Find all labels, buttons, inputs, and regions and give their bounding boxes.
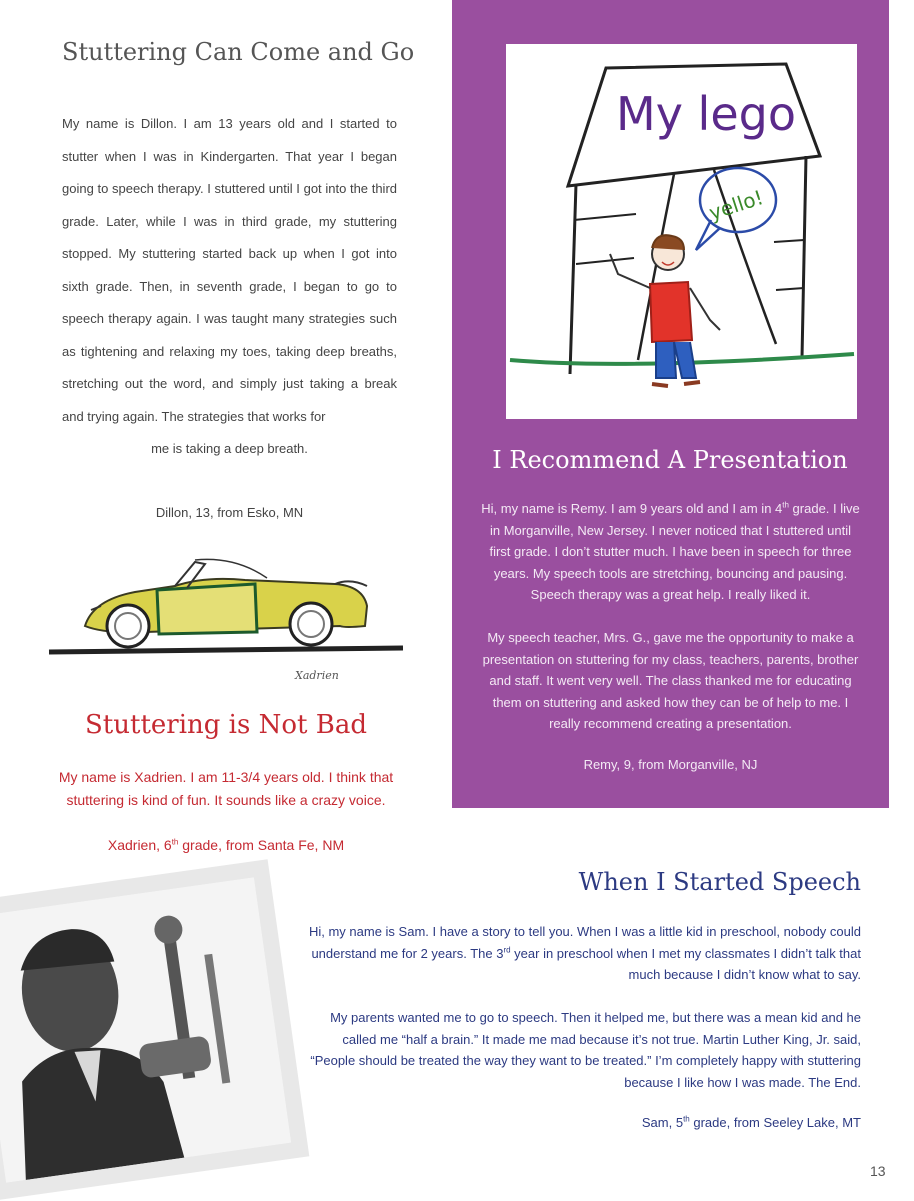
xadrien-story-body: My name is Xadrien. I am 11-3/4 years old. I think that stuttering is kind of fun. It sounds like a crazy voice. <box>58 769 394 808</box>
remy-p1-start: Hi, my name is Remy. I am 9 years old and I am in 4 <box>481 501 783 516</box>
house-drawing <box>506 44 857 419</box>
car-drawing <box>45 548 410 693</box>
sam-signature-place: grade, from Seeley Lake, MT <box>689 1115 861 1130</box>
dillon-story-title: Stuttering Can Come and Go <box>62 38 415 66</box>
page-number: 13 <box>870 1163 886 1179</box>
house-sign-text: My lego <box>616 87 796 141</box>
sam-signature-ordinal: th <box>683 1114 690 1124</box>
remy-p1-rest: grade. I live in Morganville, New Jersey. I never noticed that I stuttered until first grade. I don’t stutter much. I have been in speech for three years. My speech tools are stretching, bouncing and pausing. Speech therapy was a great help. I really liked it. <box>489 501 860 602</box>
sam-p1-start: Hi, my name is Sam. I have a story to tell you. When I was a little kid in preschool, nobody could understand me for 2 years. The 3 <box>308 924 861 961</box>
xadrien-story-title: Stuttering is Not Bad <box>85 710 367 740</box>
xadrien-signature <box>40 837 412 853</box>
remy-story-title: I Recommend A Presentation <box>492 446 848 474</box>
remy-signature: Remy, 9, from Morganville, NJ <box>583 757 758 772</box>
xadrien-signature-ordinal: th <box>171 837 179 847</box>
sam-signature-name: Sam, 5 <box>641 1115 684 1130</box>
xadrien-signature-name: Xadrien, 6 <box>107 837 172 853</box>
speech-bubble-text: yello! <box>705 185 767 226</box>
car-drawing-caption: Xadrien <box>295 669 339 682</box>
mlk-photo <box>0 877 291 1182</box>
sam-p1-rest: year in preschool when I met my classmates I didn’t talk that much because I didn’t know what to say. <box>510 945 861 982</box>
sam-story-paragraph-2: My parents wanted me to go to speech. Then it helped me, but there was a mean kid and he called me “half a brain.” It made me mad because it’s not true. Martin Luther King, Jr. said, “People should be treated the way they want to be treated.” I’m completely happy with stuttering because I like how I was made. The End. <box>310 1010 861 1090</box>
dillon-story-body <box>62 108 397 466</box>
dillon-story-text: My name is Dillon. I am 13 years old and I started to stutter when I was in Kindergarten. That year I began going to speech therapy. I stuttered until I got into the third grade. Later, while I was in third grade, my stuttering stopped. My stuttering started back up when I got into sixth grade. Then, in seventh grade, I began to go to speech therapy again. I was taught many strategies such as tightening and relaxing my toes, taking deep breaths, stretching out the word, and simply just taking a break and trying again. The strategies that works for <box>62 116 397 424</box>
sam-story-paragraph-1 <box>300 921 861 986</box>
sam-signature <box>300 1115 861 1130</box>
dillon-story-text-end: me is taking a deep breath. <box>151 441 308 456</box>
mlk-photo-frame <box>0 859 309 1201</box>
remy-story-paragraph-2: My speech teacher, Mrs. G., gave me the opportunity to make a presentation on stuttering for my class, teachers, parents, brother and staff. It went very well. The class thanked me for educating them on stuttering and asked how they can be of help to me. I really recommend creating a presentation. <box>482 630 859 731</box>
xadrien-signature-place: grade, from Santa Fe, NM <box>178 837 345 853</box>
sam-p1-ordinal: rd <box>503 945 511 955</box>
remy-p1-ordinal: th <box>782 500 789 510</box>
sam-story-title: When I Started Speech <box>578 868 861 896</box>
remy-story-paragraph-1 <box>480 498 861 606</box>
dillon-signature: Dillon, 13, from Esko, MN <box>155 505 304 520</box>
